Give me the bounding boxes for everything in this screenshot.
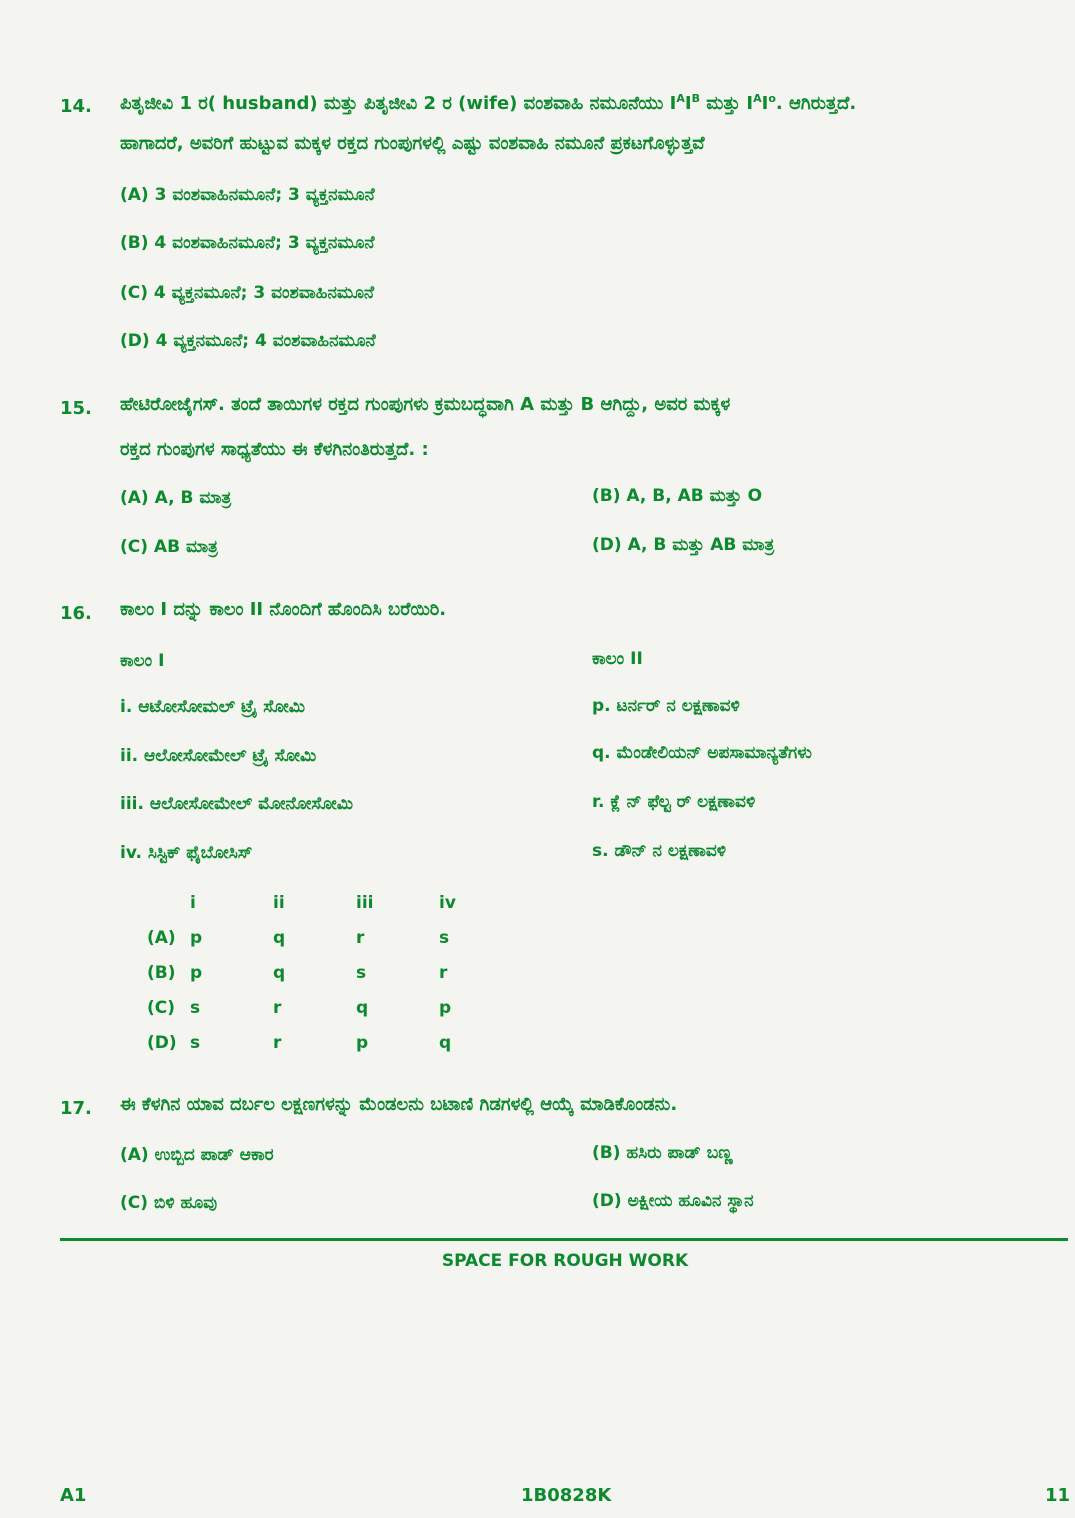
superscript: A <box>676 92 685 105</box>
option-a: (A) ಉಬ್ಬಿದ ಪಾಡ್ ಆಕಾರ <box>120 1145 274 1165</box>
question-text-part: ಪಿತೃಜೀವಿ 1 ರ( husband) ಮತ್ತು ಪಿತೃಜೀವಿ 2 ರ (wife) ವಂಶವಾಹಿ ನಮೂನೆಯು I <box>120 93 677 114</box>
question-number: 14. <box>60 96 92 117</box>
table-header-row <box>120 885 522 920</box>
table-row <box>120 955 522 990</box>
option-c: (C) ಬಿಳಿ ಹೂವು <box>120 1193 218 1213</box>
table-cell: r <box>273 997 282 1018</box>
table-cell: s <box>356 962 367 983</box>
column-1-item: ii. ಆಲೋಸೋಮೇಲ್ ಟ್ರೈ ಸೋಮಿ <box>120 746 317 766</box>
question-text-part: I <box>761 93 769 114</box>
question-text: ಈ ಕೆಳಗಿನ ಯಾವ ದರ್ಬಲ ಲಕ್ಷಣಗಳನ್ನು ಮೆಂಡಲನು ಬಟಾಣಿ ಗಿಡಗಳಲ್ಲಿ ಆಯ್ಕೆ ಮಾಡಿಕೊಂಡನು. <box>120 1094 678 1115</box>
column-1-item: i. ಆಟೋಸೋಮಲ್ ಟ್ರೈ ಸೋಮಿ <box>120 697 305 717</box>
page-number: 11 <box>1045 1485 1071 1506</box>
column-2-item: p. ಟರ್ನರ್ ನ ಲಕ್ಷಣಾವಳಿ <box>592 696 740 716</box>
superscript: A <box>753 92 762 105</box>
table-cell: (A) <box>147 927 176 948</box>
table-cell: p <box>190 927 203 948</box>
table-cell: s <box>439 927 450 948</box>
option-d: (D) A, B ಮತ್ತು AB ಮಾತ್ರ <box>592 535 775 555</box>
column-2-item: r. ಕ್ಲೆ ನ್ ಫೆಲ್ಟ ರ್ ಲಕ್ಷಣಾವಳಿ <box>592 792 756 812</box>
table-cell: q <box>273 927 286 948</box>
table-cell: r <box>439 962 448 983</box>
table-cell: i <box>190 892 196 913</box>
option-b: (B) A, B, AB ಮತ್ತು O <box>592 486 763 506</box>
table-cell: s <box>190 997 201 1018</box>
table-cell: s <box>190 1032 201 1053</box>
column-2-item: q. ಮೆಂಡೇಲಿಯನ್ ಅಪಸಾಮಾನ್ಯತೆಗಳು <box>592 743 812 763</box>
table-cell: q <box>439 1032 452 1053</box>
table-row <box>120 990 522 1025</box>
question-number: 16. <box>60 603 92 624</box>
table-cell: p <box>356 1032 369 1053</box>
table-cell: ii <box>273 892 285 913</box>
option-d: (D) ಅಕ್ಷೀಯ ಹೂವಿನ ಸ್ಥಾನ <box>592 1191 754 1211</box>
question-text: ಕಾಲಂ I ದನ್ನು ಕಾಲಂ II ನೊಂದಿಗೆ ಹೊಂದಿಸಿ ಬರೆಯಿರಿ. <box>120 599 447 620</box>
table-row <box>120 1025 522 1060</box>
option-a: (A) 3 ವಂಶವಾಹಿನಮೂನೆ; 3 ವ್ಯಕ್ತನಮೂನೆ <box>120 185 375 205</box>
question-text-line2: ಹಾಗಾದರೆ, ಅವರಿಗೆ ಹುಟ್ಟುವ ಮಕ್ಕಳ ರಕ್ತದ ಗುಂಪುಗಳಲ್ಲಿ ಎಷ್ಟು ವಂಶವಾಹಿ ನಮೂನೆ ಪ್ರಕಟಗೊಳ್ಳುತ್ತವೆ <box>120 133 705 154</box>
option-c: (C) AB ಮಾತ್ರ <box>120 537 218 557</box>
question-text <box>120 92 856 114</box>
column-2-heading: ಕಾಲಂ II <box>592 649 643 669</box>
table-row <box>120 920 522 955</box>
superscript: o <box>768 92 776 105</box>
rough-work-label: SPACE FOR ROUGH WORK <box>441 1251 689 1271</box>
table-cell: (C) <box>147 997 176 1018</box>
table-cell: p <box>439 997 452 1018</box>
table-cell: iv <box>439 892 456 913</box>
table-cell: p <box>190 962 203 983</box>
table-cell: q <box>356 997 369 1018</box>
table-cell: r <box>356 927 365 948</box>
column-1-heading: ಕಾಲಂ I <box>120 651 165 671</box>
column-1-item: iii. ಆಲೋಸೋಮೇಲ್ ಮೋನೋಸೋಮಿ <box>120 794 354 814</box>
option-b: (B) ಹಸಿರು ಪಾಡ್ ಬಣ್ಣ <box>592 1143 733 1163</box>
question-number: 15. <box>60 398 92 419</box>
footer-booklet-code: 1B0828K <box>521 1485 612 1506</box>
question-text-line2: ರಕ್ತದ ಗುಂಪುಗಳ ಸಾಧ್ಯತೆಯು ಈ ಕೆಳಗಿನಂತಿರುತ್ತದೆ. : <box>120 439 429 460</box>
question-text-part: ಮತ್ತು I <box>699 93 754 114</box>
table-cell: (D) <box>147 1032 177 1053</box>
footer-version-code: A1 <box>60 1485 87 1506</box>
question-text: ಹೇಟಿರೋಜೈಗಸ್. ತಂದೆ ತಾಯಿಗಳ ರಕ್ತದ ಗುಂಪುಗಳು ಕ್ರಮಬದ್ಧವಾಗಿ A ಮತ್ತು B ಆಗಿದ್ದು, ಅವರ ಮಕ್ಕಳ <box>120 394 731 415</box>
option-c: (C) 4 ವ್ಯಕ್ತನಮೂನೆ; 3 ವಂಶವಾಹಿನಮೂನೆ <box>120 283 375 303</box>
rough-work-divider <box>60 1238 1068 1241</box>
column-2-item: s. ಡೌನ್ ನ ಲಕ್ಷಣಾವಳಿ <box>592 841 727 861</box>
question-number: 17. <box>60 1098 92 1119</box>
column-1-item: iv. ಸಿಸ್ಟಿಕ್ ಫೈಬೋಸಿಸ್ <box>120 843 253 863</box>
match-options-table <box>120 885 522 1060</box>
table-cell: q <box>273 962 286 983</box>
option-d: (D) 4 ವ್ಯಕ್ತನಮೂನೆ; 4 ವಂಶವಾಹಿನಮೂನೆ <box>120 331 376 351</box>
superscript: B <box>691 92 700 105</box>
option-b: (B) 4 ವಂಶವಾಹಿನಮೂನೆ; 3 ವ್ಯಕ್ತನಮೂನೆ <box>120 233 375 253</box>
question-text-part: . ಆಗಿರುತ್ತದೆ. <box>775 93 857 114</box>
table-cell: iii <box>356 892 374 913</box>
question-text-part: I <box>684 93 692 114</box>
table-cell: (B) <box>147 962 176 983</box>
option-a: (A) A, B ಮಾತ್ರ <box>120 488 232 508</box>
table-cell: r <box>273 1032 282 1053</box>
table-cell <box>120 885 190 920</box>
